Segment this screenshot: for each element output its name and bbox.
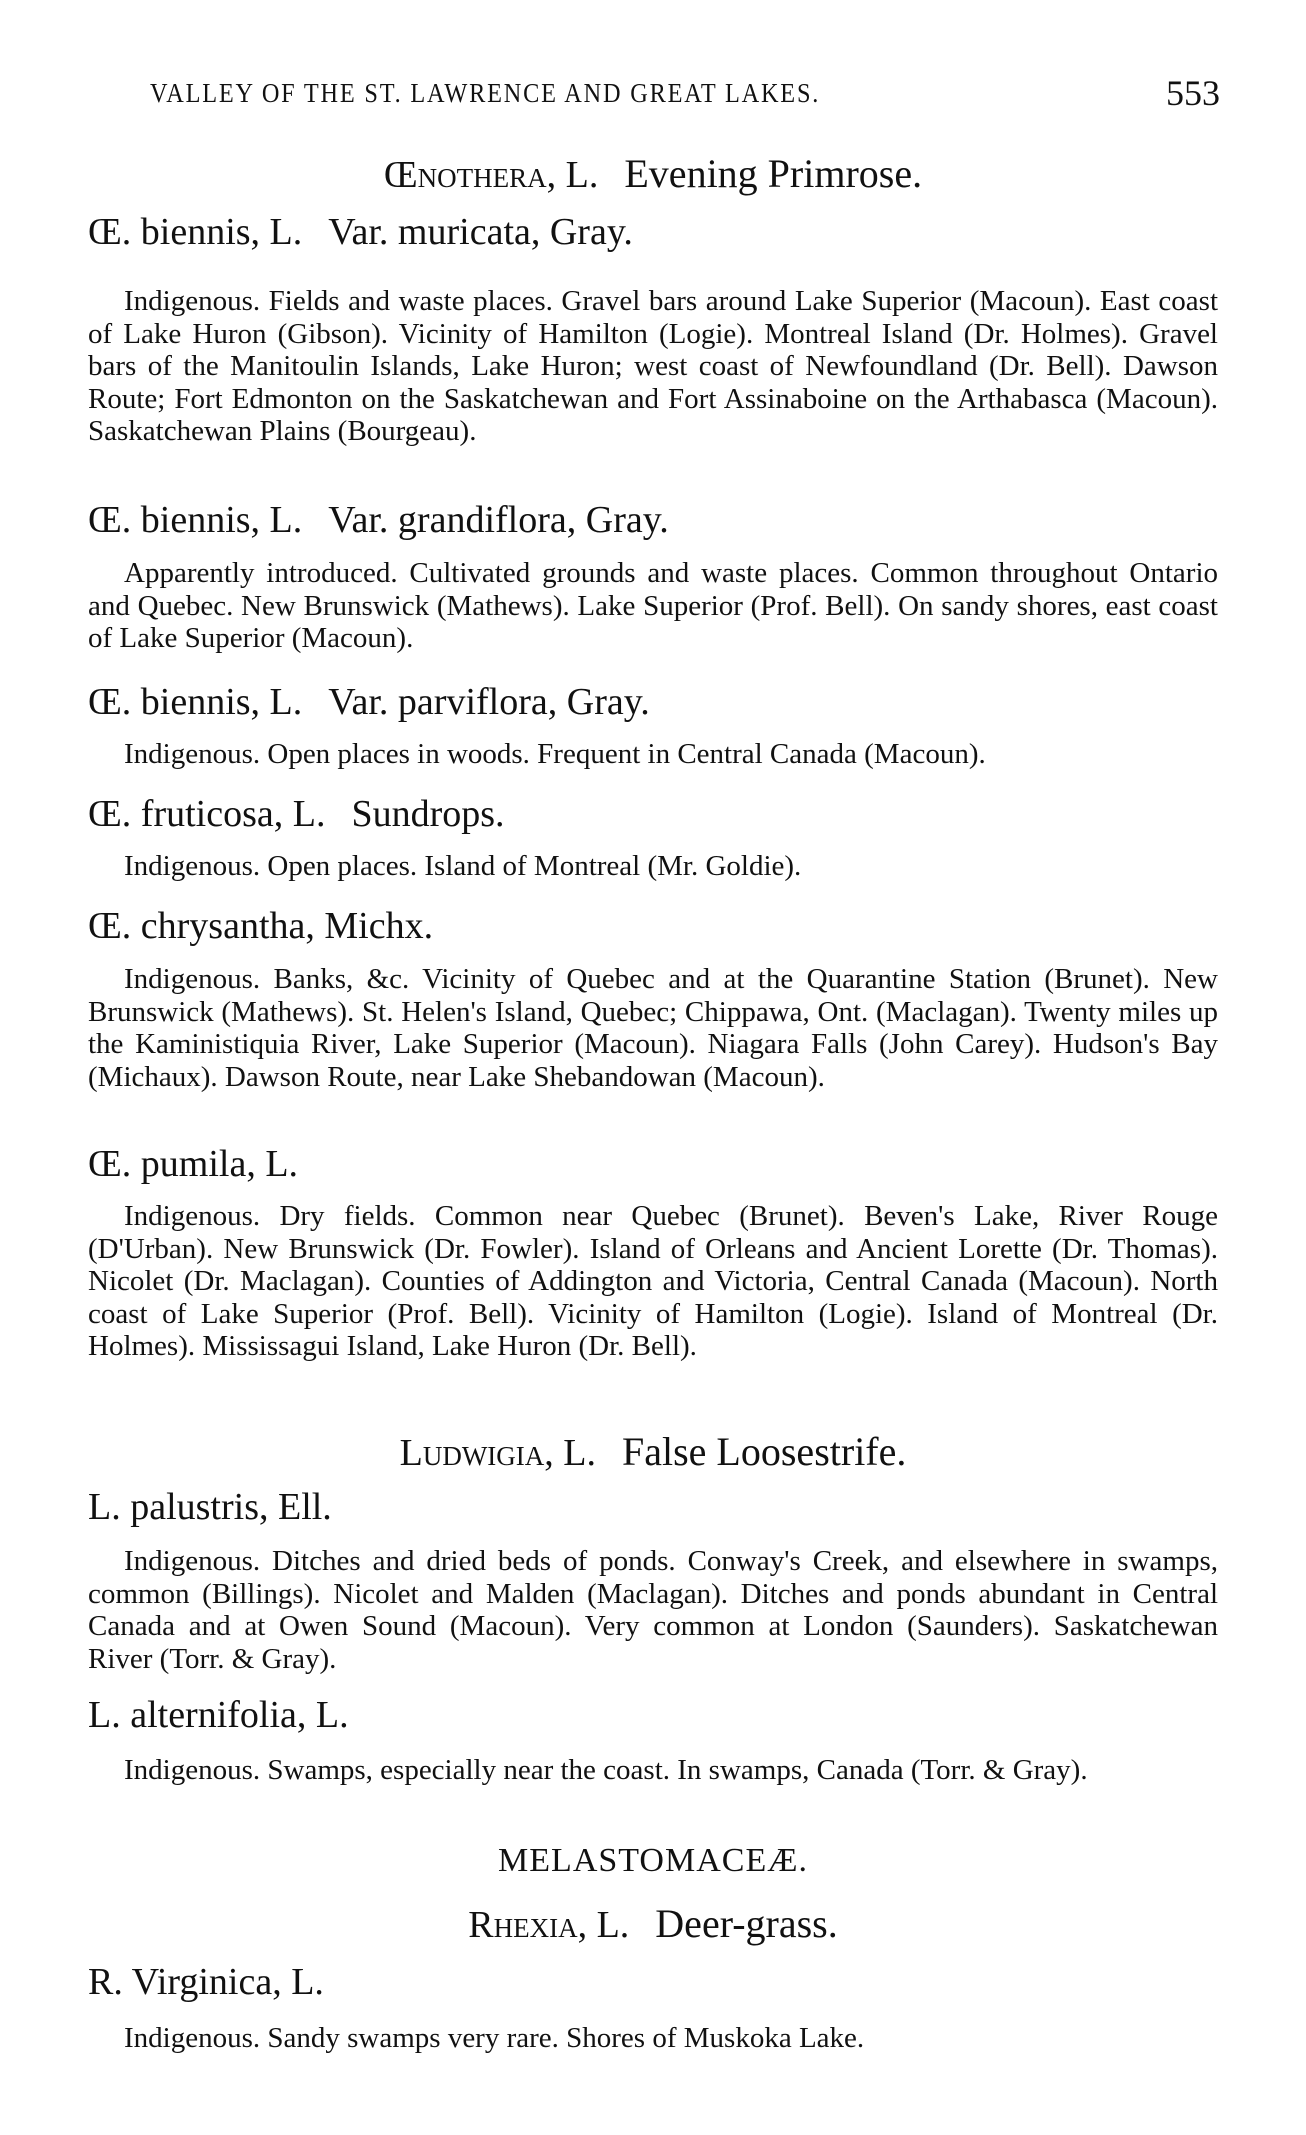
species-heading: [88, 1960, 324, 2004]
genus-common-name: Evening Primrose.: [624, 151, 923, 196]
genus-name: Œnothera, L.: [383, 154, 599, 196]
species-heading: [88, 498, 669, 542]
genus-heading: [88, 150, 1218, 197]
genus-heading: [88, 1900, 1218, 1947]
genus-common-name: Deer-grass.: [655, 1901, 838, 1946]
species-heading: [88, 1693, 349, 1737]
species-name: L. palustris, Ell.: [88, 1486, 332, 1528]
species-name: Œ. biennis, L.: [88, 681, 303, 723]
page-number: 553: [1166, 73, 1220, 113]
species-name: L. alternifolia, L.: [88, 1694, 349, 1736]
genus-heading: [88, 1428, 1218, 1475]
species-variety: Var. muricata, Gray.: [328, 211, 633, 253]
running-title: VALLEY OF THE ST. LAWRENCE AND GREAT LAKES.: [150, 78, 821, 108]
species-name: Œ. pumila, L.: [88, 1143, 299, 1185]
species-description: Apparently introduced. Cultivated grounds and waste places. Common throughout Ontario and Quebec. New Brunswick (Mathews). Lake Superior (Prof. Bell). On sandy shores, east coast of Lake Superior (Macoun).: [88, 557, 1218, 655]
species-variety: Var. grandiflora, Gray.: [328, 499, 669, 541]
running-head: [150, 73, 1220, 113]
species-name: R. Virginica, L.: [88, 1961, 324, 2003]
species-name: Œ. biennis, L.: [88, 499, 303, 541]
species-description: Indigenous. Open places in woods. Frequent in Central Canada (Macoun).: [124, 738, 986, 770]
species-description: Indigenous. Sandy swamps very rare. Shores of Muskoka Lake.: [124, 2022, 865, 2054]
species-description: Indigenous. Dry fields. Common near Quebec (Brunet). Beven's Lake, River Rouge (D'Urban). New Brunswick (Dr. Fowler). Island of Orleans and Ancient Lorette (Dr. Thomas). Nicolet (Dr. Maclagan). Counties of Addington and Victoria, Central Canada (Macoun). North coast of Lake Superior (Prof. Bell). Vicinity of Hamilton (Logie). Island of Montreal (Dr. Holmes). Mississagui Island, Lake Huron (Dr. Bell).: [88, 1200, 1218, 1363]
species-description: Indigenous. Swamps, especially near the coast. In swamps, Canada (Torr. & Gray).: [124, 1754, 1088, 1786]
genus-common-name: False Loosestrife.: [622, 1429, 907, 1474]
species-heading: [88, 680, 650, 724]
family-heading: MELASTOMACEÆ.: [498, 1842, 808, 1879]
genus-name: Rhexia, L.: [468, 1904, 630, 1946]
species-description: Indigenous. Fields and waste places. Gravel bars around Lake Superior (Macoun). East coast of Lake Huron (Gibson). Vicinity of Hamilton (Logie). Montreal Island (Dr. Holmes). Gravel bars of the Manitoulin Islands, Lake Huron; west coast of Newfoundland (Dr. Bell). Dawson Route; Fort Edmonton on the Saskatchewan and Fort Assinaboine on the Arthabasca (Macoun). Saskatchewan Plains (Bourgeau).: [88, 285, 1218, 448]
species-description: Indigenous. Ditches and dried beds of ponds. Conway's Creek, and elsewhere in swamps, common (Billings). Nicolet and Malden (Maclagan). Ditches and ponds abundant in Central Canada and at Owen Sound (Macoun). Very common at London (Saunders). Saskatchewan River (Torr. & Gray).: [88, 1545, 1218, 1675]
species-name: Œ. chrysantha, Michx.: [88, 905, 434, 947]
species-name: Œ. biennis, L.: [88, 211, 303, 253]
species-heading: [88, 1485, 332, 1529]
species-variety: Sundrops.: [351, 793, 505, 835]
species-heading: [88, 904, 433, 948]
species-variety: Var. parviflora, Gray.: [328, 681, 650, 723]
species-description: Indigenous. Banks, &c. Vicinity of Quebec and at the Quarantine Station (Brunet). New Brunswick (Mathews). St. Helen's Island, Quebec; Chippawa, Ont. (Maclagan). Twenty miles up the Kaministiquia River, Lake Superior (Macoun). Niagara Falls (John Carey). Hudson's Bay (Michaux). Dawson Route, near Lake Shebandowan (Macoun).: [88, 963, 1218, 1093]
species-name: Œ. fruticosa, L.: [88, 793, 326, 835]
species-heading: [88, 1142, 298, 1186]
genus-name: Ludwigia, L.: [399, 1432, 596, 1474]
species-heading: [88, 792, 505, 836]
species-description: Indigenous. Open places. Island of Montreal (Mr. Goldie).: [124, 850, 802, 882]
species-heading: [88, 210, 633, 254]
